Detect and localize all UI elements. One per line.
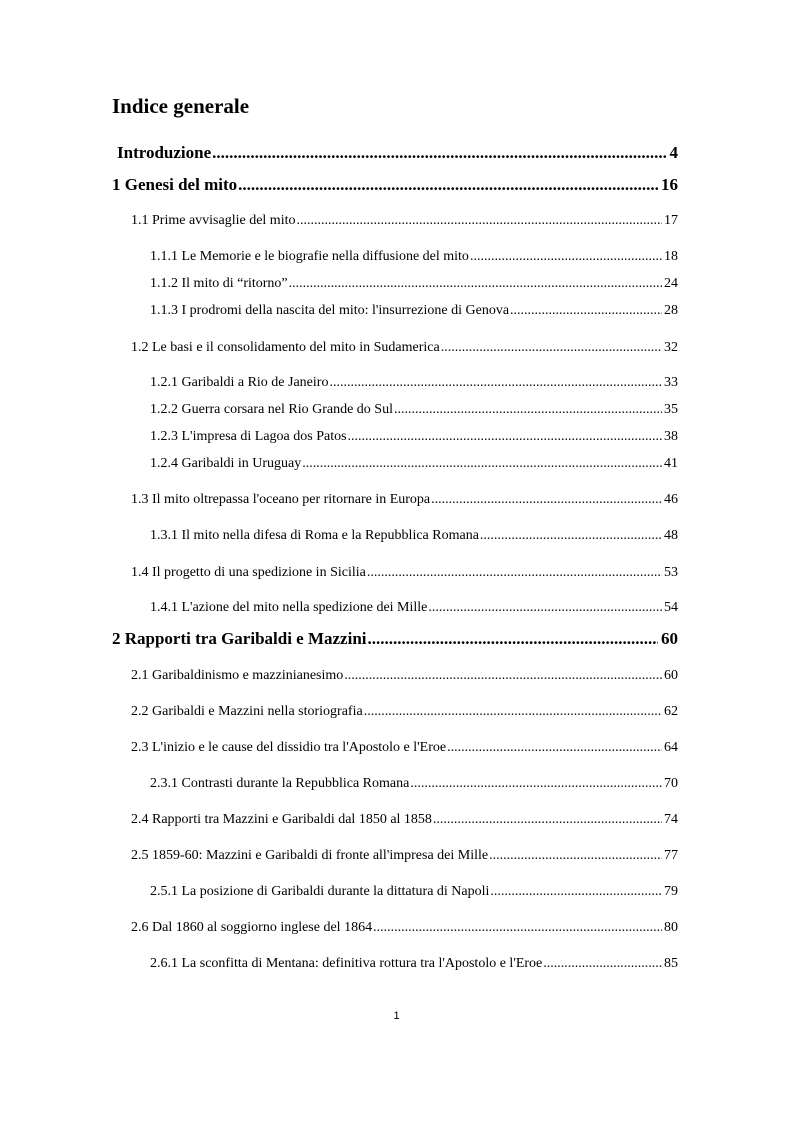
toc-leader-dots [447,740,662,756]
toc-entry-text: 1.1.3 I prodromi della nascita del mito: l'insurrezione di Genova [150,303,510,318]
toc-leader-dots [238,175,658,195]
toc-entry-page: 80 [664,920,678,935]
toc-entry-text: 1.1.1 Le Memorie e le biografie nella diffusione del mito [150,249,469,264]
toc-entry-text: Introduzione [117,143,212,162]
toc-entry-1-2[interactable] [131,340,678,356]
toc-entry-1-3-1[interactable] [150,528,678,544]
toc-leader-dots [367,565,662,581]
toc-entry-page: 54 [664,600,678,615]
toc-leader-dots [489,848,662,864]
toc-entry-page: 48 [664,528,678,543]
toc-leader-dots [289,276,662,292]
toc-entry-text: 1 Genesi del mito [112,175,238,194]
toc-entry-page: 62 [664,704,678,719]
toc-entry-1-2-3[interactable] [150,429,678,445]
toc-leader-dots [543,956,662,972]
toc-entry-page: 74 [664,812,678,827]
toc-entry-text: 1.3 Il mito oltrepassa l'oceano per ritornare in Europa [131,492,431,507]
toc-entry-text: 2.5.1 La posizione di Garibaldi durante la dittatura di Napoli [150,884,490,899]
toc-leader-dots [348,429,662,445]
toc-entry-text: 1.4.1 L'azione del mito nella spedizione dei Mille [150,600,428,615]
toc-leader-dots [480,528,662,544]
toc-entry-text: 2.1 Garibaldinismo e mazzinianesimo [131,668,344,683]
toc-entry-text: 2.6 Dal 1860 al soggiorno inglese del 1864 [131,920,373,935]
toc-entry-text: 1.2.3 L'impresa di Lagoa dos Patos [150,429,347,444]
toc-entry-page: 4 [669,143,678,162]
toc-entry-page: 46 [664,492,678,507]
toc-entry-2-5-1[interactable] [150,884,678,900]
toc-leader-dots [441,340,662,356]
toc-entry-2-3-1[interactable] [150,776,678,792]
toc-entry-page: 17 [664,213,678,228]
toc-entry-page: 60 [661,629,678,648]
toc-entry-1-2-2[interactable] [150,402,678,418]
page-number: 1 [393,1010,400,1022]
toc-entry-1-1-3[interactable] [150,303,678,319]
toc-entry-page: 60 [664,668,678,683]
toc-leader-dots [431,492,662,508]
toc-leader-dots [410,776,662,792]
toc-entry-page: 64 [664,740,678,755]
toc-entry-text: 2.5 1859-60: Mazzini e Garibaldi di fronte all'impresa dei Mille [131,848,489,863]
toc-entry-text: 1.4 Il progetto di una spedizione in Sicilia [131,565,366,580]
toc-entry-1-2-1[interactable] [150,375,678,391]
toc-leader-dots [510,303,662,319]
toc-entry-1-4-1[interactable] [150,600,678,616]
toc-leader-dots [212,143,666,163]
toc-leader-dots [368,629,658,649]
toc-entry-2-6-1[interactable] [150,956,678,972]
toc-entry-text: 1.2.4 Garibaldi in Uruguay [150,456,302,471]
toc-entry-page: 38 [664,429,678,444]
toc-entry-page: 79 [664,884,678,899]
toc-entry-text: 2.3 L'inizio e le cause del dissidio tra l'Apostolo e l'Eroe [131,740,447,755]
toc-leader-dots [433,812,662,828]
toc-entry-text: 2 Rapporti tra Garibaldi e Mazzini [112,629,367,648]
toc-entry-chapter-1[interactable] [112,175,678,195]
toc-leader-dots [302,456,662,472]
toc-leader-dots [329,375,662,391]
toc-entry-text: 1.3.1 Il mito nella difesa di Roma e la Repubblica Romana [150,528,479,543]
toc-leader-dots [394,402,662,418]
toc-entry-2-1[interactable] [131,668,678,684]
toc-entry-page: 16 [661,175,678,194]
toc-entry-2-2[interactable] [131,704,678,720]
toc-entry-2-3[interactable] [131,740,678,756]
toc-entry-page: 32 [664,340,678,355]
toc-entry-text: 1.2 Le basi e il consolidamento del mito in Sudamerica [131,340,440,355]
toc-entry-text: 2.2 Garibaldi e Mazzini nella storiografia [131,704,363,719]
toc-entry-text: 2.4 Rapporti tra Mazzini e Garibaldi dal 1850 al 1858 [131,812,432,827]
toc-entry-text: 1.2.1 Garibaldi a Rio de Janeiro [150,375,329,390]
toc-entry-1-2-4[interactable] [150,456,678,472]
toc-entry-page: 70 [664,776,678,791]
toc-entry-text: 2.6.1 La sconfitta di Mentana: definitiva rottura tra l'Apostolo e l'Eroe [150,956,543,971]
toc-entry-page: 18 [664,249,678,264]
toc-leader-dots [344,668,662,684]
toc-entry-2-5[interactable] [131,848,678,864]
toc-entry-2-4[interactable] [131,812,678,828]
toc-entry-text: 2.3.1 Contrasti durante la Repubblica Romana [150,776,410,791]
toc-leader-dots [490,884,662,900]
toc-entry-2-6[interactable] [131,920,678,936]
toc-leader-dots [428,600,662,616]
toc-entry-page: 77 [664,848,678,863]
toc-entry-page: 35 [664,402,678,417]
toc-entry-page: 41 [664,456,678,471]
toc-entry-introduzione[interactable] [117,143,678,163]
toc-entry-page: 53 [664,565,678,580]
toc-leader-dots [373,920,662,936]
toc-entry-text: 1.1.2 Il mito di “ritorno” [150,276,288,291]
toc-entry-1-1-2[interactable] [150,276,678,292]
toc-title: Indice generale [112,94,250,118]
toc-entry-page: 33 [664,375,678,390]
toc-entry-chapter-2[interactable] [112,629,678,649]
toc-leader-dots [470,249,662,265]
toc-entry-text: 1.2.2 Guerra corsara nel Rio Grande do Sul [150,402,393,417]
toc-entry-1-3[interactable] [131,492,678,508]
toc-entry-1-1-1[interactable] [150,249,678,265]
toc-entry-text: 1.1 Prime avvisaglie del mito [131,213,296,228]
toc-leader-dots [364,704,662,720]
toc-entry-1-4[interactable] [131,565,678,581]
toc-entry-page: 24 [664,276,678,291]
toc-leader-dots [296,213,662,229]
toc-entry-1-1[interactable] [131,213,678,229]
toc-entry-page: 28 [664,303,678,318]
toc-entry-page: 85 [664,956,678,971]
